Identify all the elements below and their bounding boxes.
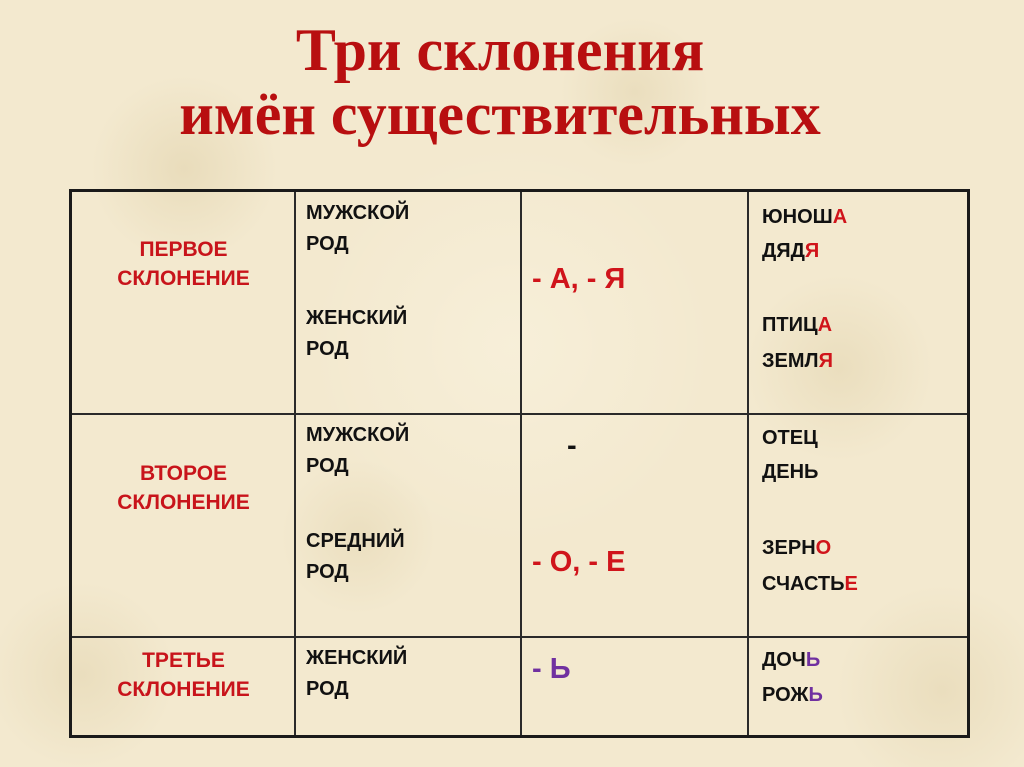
gender-masculine xyxy=(306,198,409,260)
row-divider xyxy=(72,413,967,415)
ending-soft-sign: - Ь xyxy=(532,653,571,685)
word-stem: СЧАСТЬ xyxy=(762,573,845,595)
gender-label-line: МУЖСКОЙ xyxy=(306,424,410,446)
word-stem: ЗЕРН xyxy=(762,537,816,559)
word-stem: ДЕНЬ xyxy=(762,461,819,483)
word-ending: Ь xyxy=(808,684,823,706)
gender-label-line: РОД xyxy=(306,455,349,477)
word-ending: О xyxy=(815,537,832,559)
ending-zero: - xyxy=(567,430,577,462)
declension-label-line: СКЛОНЕНИЕ xyxy=(117,678,250,701)
ending-a-ya: - А, - Я xyxy=(532,263,626,295)
example-word xyxy=(762,200,847,234)
declension-label-first xyxy=(76,235,291,293)
word-stem: ЮНОШ xyxy=(762,206,833,228)
row-divider xyxy=(72,636,967,638)
gender-label-line: РОД xyxy=(306,561,349,583)
gender-label-line: МУЖСКОЙ xyxy=(306,202,410,224)
example-word xyxy=(762,643,820,677)
word-stem: РОЖ xyxy=(762,684,809,706)
gender-label-line: РОД xyxy=(306,338,349,360)
word-ending: А xyxy=(832,206,848,228)
column-divider xyxy=(520,192,522,735)
gender-feminine xyxy=(306,643,407,705)
gender-label-line: ЖЕНСКИЙ xyxy=(306,647,408,669)
ending-o-e: - О, - Е xyxy=(532,546,626,578)
declension-table xyxy=(69,189,970,738)
declension-label-line: СКЛОНЕНИЕ xyxy=(117,267,250,290)
column-divider xyxy=(294,192,296,735)
gender-label-line: РОД xyxy=(306,233,349,255)
word-ending: Я xyxy=(804,240,820,262)
title-line-1: Три склонения xyxy=(295,17,705,83)
example-word xyxy=(762,455,818,489)
word-ending: Ь xyxy=(805,649,821,671)
gender-label-line: РОД xyxy=(306,678,349,700)
declension-label-second xyxy=(76,459,291,517)
gender-label-line: СРЕДНИЙ xyxy=(306,530,405,552)
gender-label-line: ЖЕНСКИЙ xyxy=(306,307,408,329)
gender-neuter xyxy=(306,526,405,588)
example-word xyxy=(762,567,858,601)
example-word xyxy=(762,678,823,712)
title-line-2: имён существительных xyxy=(179,81,821,147)
word-ending: Е xyxy=(844,573,858,595)
example-word xyxy=(762,421,818,455)
declension-label-line: ТРЕТЬЕ xyxy=(142,649,225,672)
declension-label-line: ВТОРОЕ xyxy=(139,462,228,485)
word-stem: ДОЧ xyxy=(762,649,806,671)
example-word xyxy=(762,308,832,342)
word-ending: Я xyxy=(818,350,833,372)
word-ending: А xyxy=(817,314,833,336)
declension-label-third xyxy=(76,646,291,704)
column-divider xyxy=(747,192,749,735)
example-word xyxy=(762,234,819,268)
gender-masculine xyxy=(306,420,409,482)
declension-label-line: СКЛОНЕНИЕ xyxy=(117,491,250,514)
example-word xyxy=(762,344,833,378)
word-stem: ДЯД xyxy=(762,240,805,262)
example-word xyxy=(762,531,831,565)
word-stem: ЗЕМЛ xyxy=(762,350,819,372)
gender-feminine xyxy=(306,303,407,365)
slide-title xyxy=(0,18,1000,146)
declension-label-line: ПЕРВОЕ xyxy=(139,238,228,261)
word-stem: ПТИЦ xyxy=(762,314,818,336)
word-stem: ОТЕЦ xyxy=(762,427,818,449)
